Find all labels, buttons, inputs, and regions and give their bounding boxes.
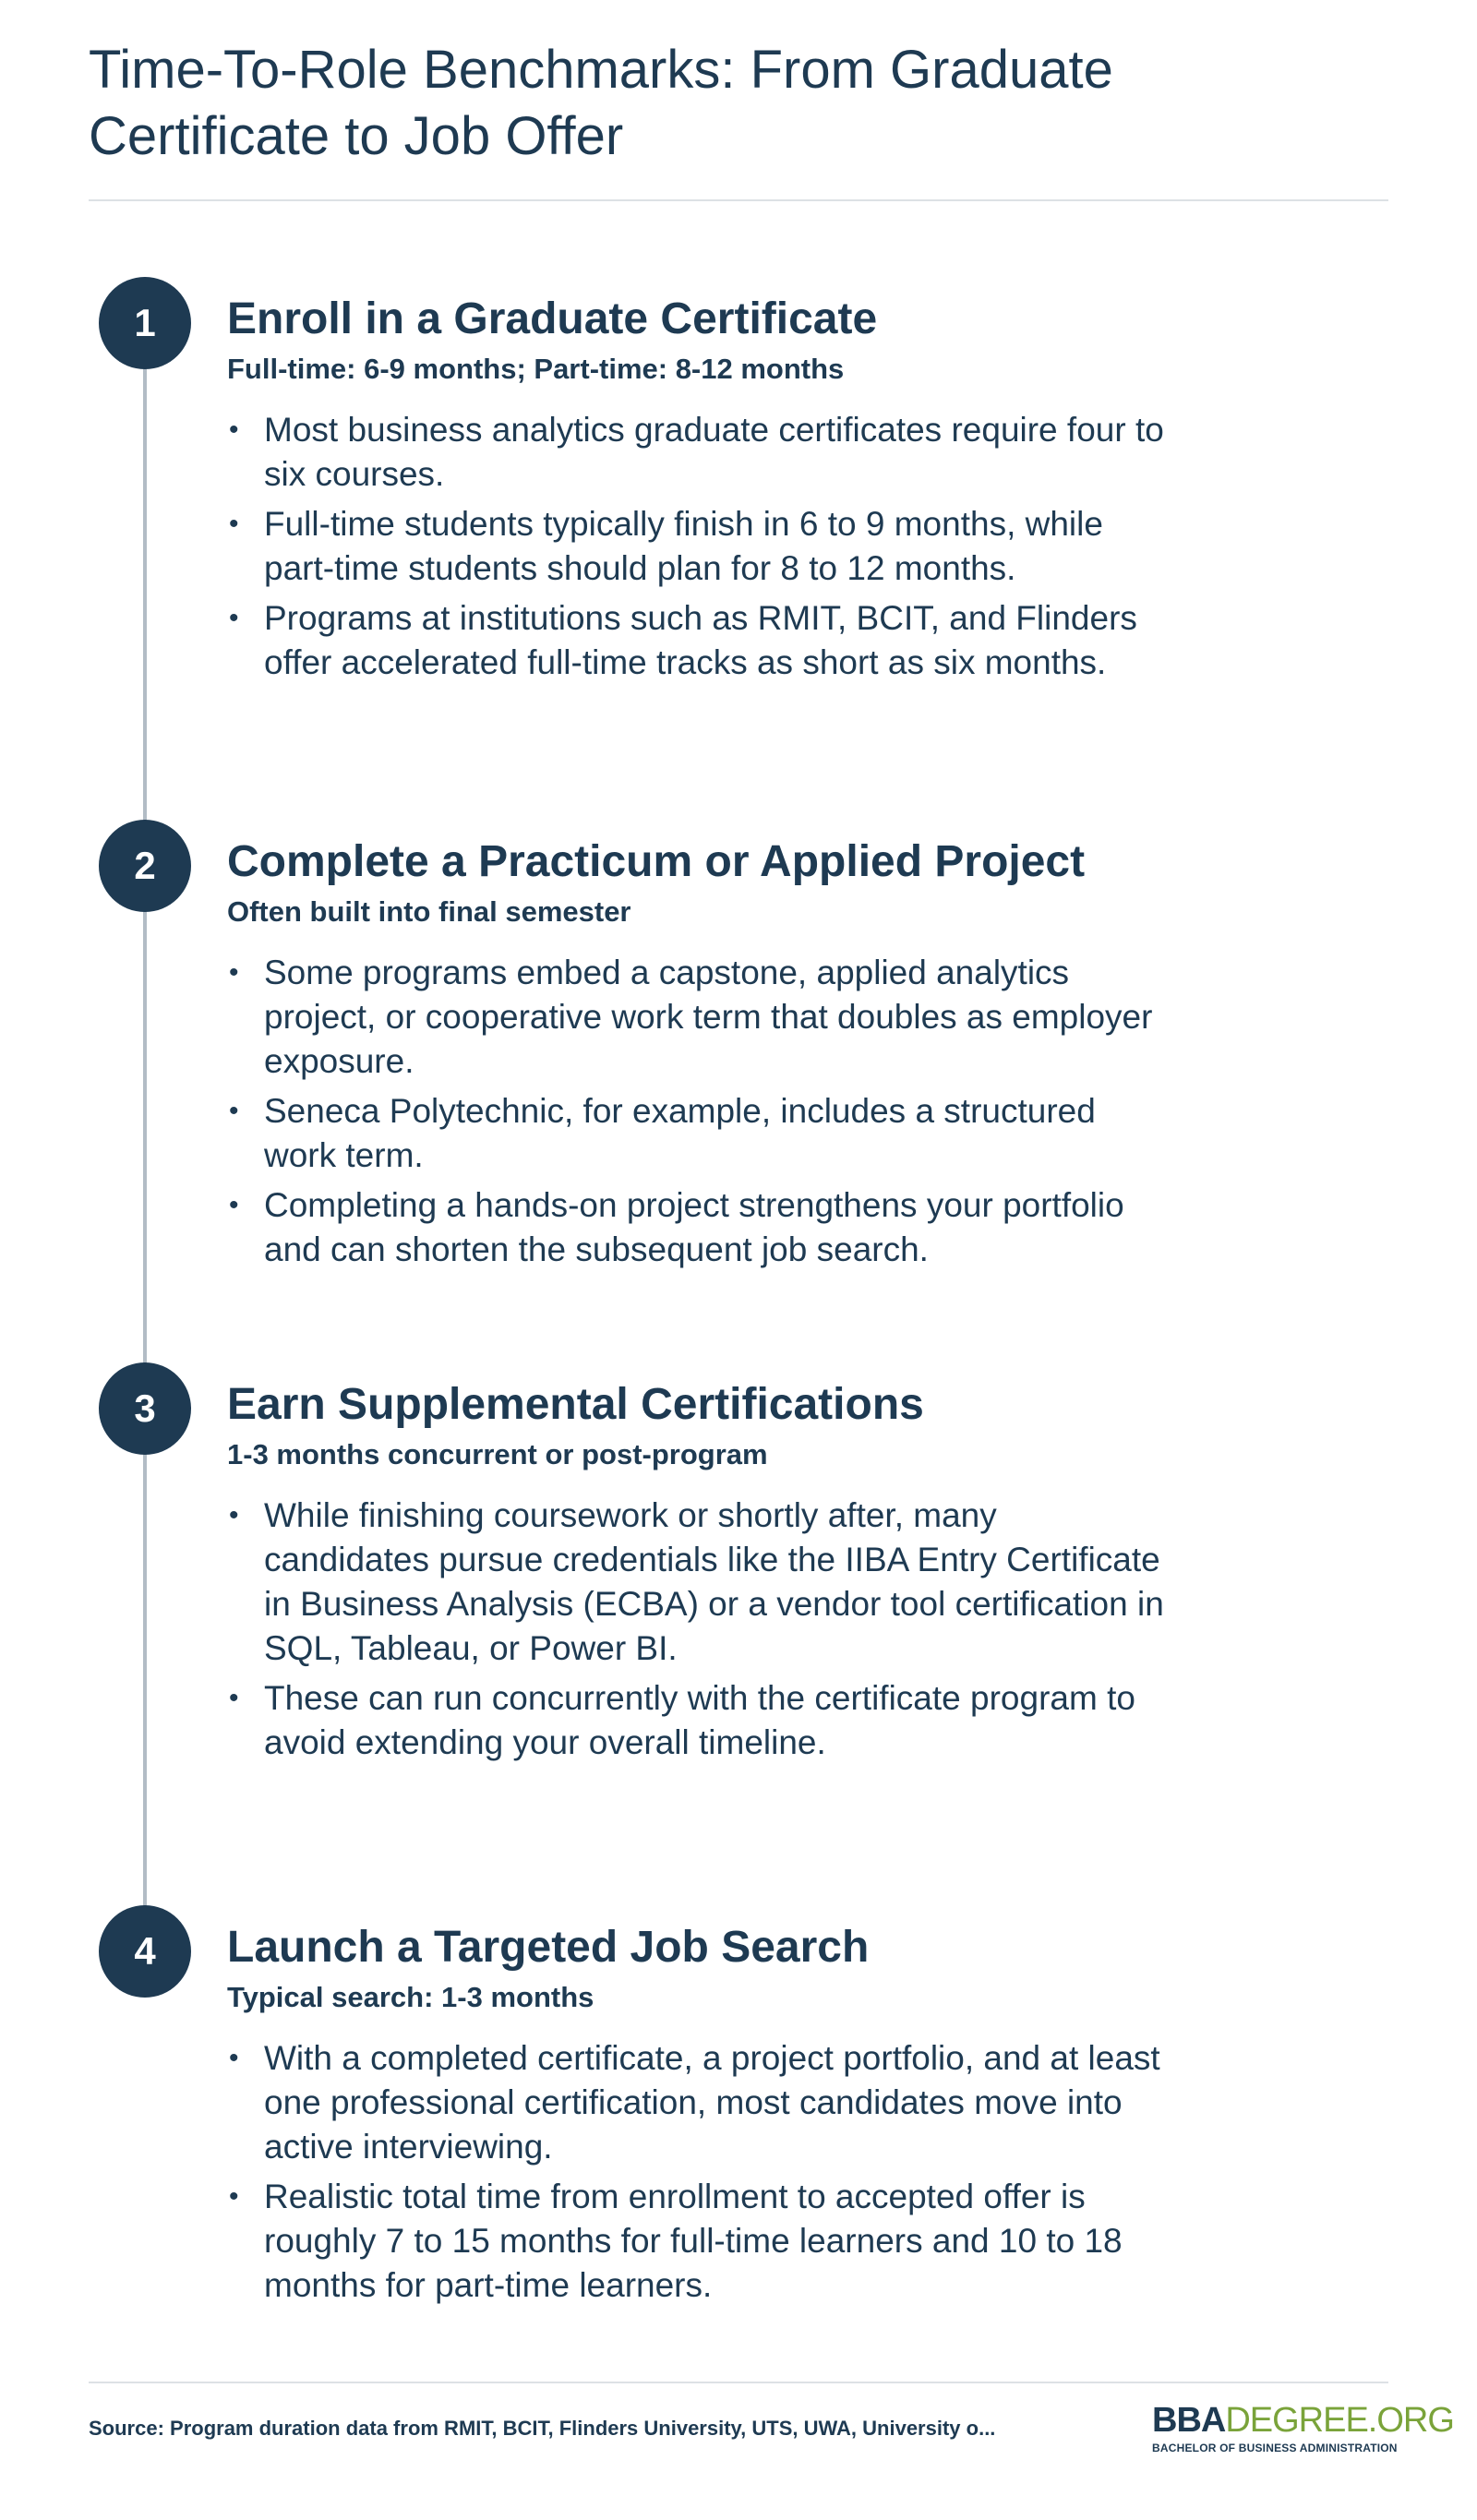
bullet-icon: •: [229, 957, 239, 988]
step-3: [227, 1377, 1164, 1770]
bullet-icon: •: [229, 603, 239, 633]
page-title: Time-To-Role Benchmarks: From Graduate Certificate to Job Offer: [89, 40, 1113, 166]
step-2: [227, 834, 1153, 1278]
list-item: [227, 1183, 1169, 1272]
logo-bold-text: BBA: [1152, 2401, 1226, 2440]
bullet-icon: •: [229, 1500, 239, 1530]
step-3-duration: 1-3 months concurrent or post-program: [227, 1438, 768, 1470]
step-1-duration: Full-time: 6-9 months; Part-time: 8-12 months: [227, 353, 845, 385]
step-1-number-badge: 1: [99, 277, 191, 369]
bullet-icon: •: [229, 509, 239, 539]
bullet-text: While finishing coursework or shortly after, many candidates pursue credentials like the IIBA Entry Certificate in Business Analysis (ECBA) or a vendor tool certification in SQL, Tableau, or Power BI.: [264, 1496, 1164, 1667]
step-3-number-badge: 3: [99, 1362, 191, 1455]
step-2-duration: Often built into final semester: [227, 895, 631, 928]
list-item: [227, 1089, 1169, 1178]
step-4-title: Launch a Targeted Job Search: [227, 1923, 870, 1972]
footer-divider: [89, 2382, 1388, 2383]
source-note: Source: Program duration data from RMIT, BCIT, Flinders University, UTS, UWA, University o...: [89, 2417, 996, 2440]
step-3-title: Earn Supplemental Certifications: [227, 1380, 924, 1429]
step-4-duration: Typical search: 1-3 months: [227, 1981, 594, 2013]
step-4-bullet-list: [227, 2036, 1160, 2308]
step-1: [227, 292, 1164, 690]
bullet-text: Programs at institutions such as RMIT, BCIT, and Flinders offer accelerated full-time tracks as short as six months.: [264, 599, 1137, 681]
bullet-icon: •: [229, 2043, 239, 2073]
bullet-icon: •: [229, 1683, 239, 1713]
step-2-title: Complete a Practicum or Applied Project: [227, 837, 1086, 886]
bullet-icon: •: [229, 1190, 239, 1220]
header-divider: [89, 199, 1388, 201]
bullet-text: Full-time students typically finish in 6 to 9 months, while part-time students should plan for 8 to 12 months.: [264, 505, 1103, 587]
bullet-text: These can run concurrently with the certificate program to avoid extending your overall timeline.: [264, 1679, 1135, 1761]
bullet-text: Seneca Polytechnic, for example, includes a structured work term.: [264, 1092, 1096, 1174]
step-4-number-badge: 4: [99, 1905, 191, 1998]
timeline-line: [143, 323, 147, 1938]
step-1-title: Enroll in a Graduate Certificate: [227, 294, 878, 343]
list-item: [227, 596, 1169, 685]
bullet-text: With a completed certificate, a project portfolio, and at least one professional certification, most candidates move into active interviewing.: [264, 2039, 1160, 2166]
logo-tagline: BACHELOR OF BUSINESS ADMINISTRATION: [1152, 2442, 1398, 2454]
bullet-text: Realistic total time from enrollment to accepted offer is roughly 7 to 15 months for full-time learners and 10 to 18 months for part-time learners.: [264, 2178, 1123, 2304]
bullet-text: Most business analytics graduate certificates require four to six courses.: [264, 411, 1164, 493]
logo-wordmark: [1152, 2400, 1454, 2441]
bullet-text: Some programs embed a capstone, applied analytics project, or cooperative work term that doubles as employer exposure.: [264, 954, 1153, 1080]
step-4: [227, 1920, 1160, 2313]
bbadegree-logo: [1152, 2400, 1454, 2455]
list-item: [227, 2036, 1169, 2169]
logo-light-text: DEGREE.ORG: [1225, 2401, 1454, 2440]
list-item: [227, 408, 1169, 497]
list-item: [227, 502, 1169, 591]
bullet-icon: •: [229, 2181, 239, 2212]
list-item: [227, 2175, 1169, 2308]
list-item: [227, 951, 1169, 1084]
step-2-bullet-list: [227, 951, 1153, 1272]
list-item: [227, 1676, 1169, 1765]
list-item: [227, 1494, 1169, 1671]
bullet-icon: •: [229, 1096, 239, 1126]
step-2-number-badge: 2: [99, 820, 191, 912]
step-3-bullet-list: [227, 1494, 1164, 1765]
bullet-text: Completing a hands-on project strengthens your portfolio and can shorten the subsequent job search.: [264, 1186, 1124, 1268]
step-1-bullet-list: [227, 408, 1164, 685]
bullet-icon: •: [229, 414, 239, 445]
